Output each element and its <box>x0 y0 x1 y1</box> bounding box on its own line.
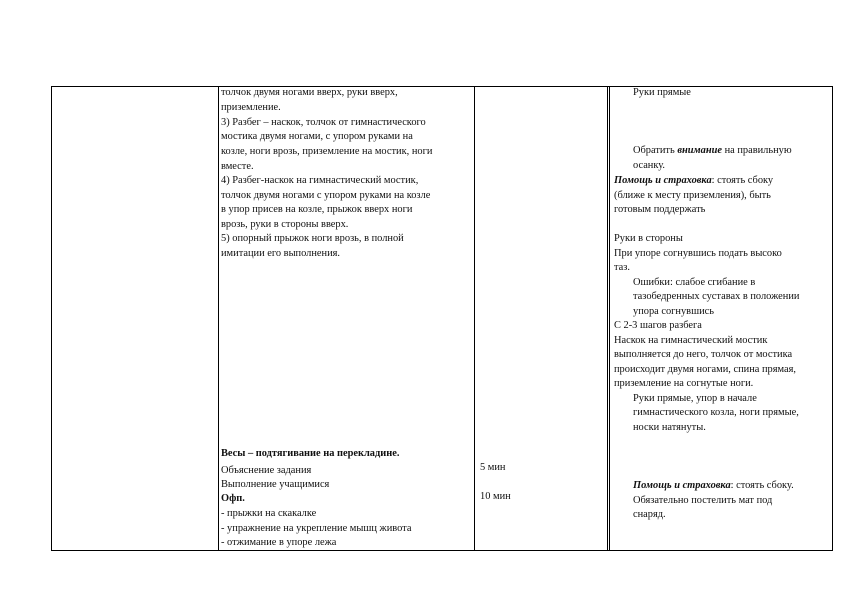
text-line: При упоре согнувшись подать высоко <box>614 248 782 259</box>
text-line <box>633 144 792 159</box>
text-line: упора согнувшись <box>633 306 714 317</box>
text-run: : стоять сбоку. <box>730 480 794 491</box>
text-line: Наскок на гимнастический мостик <box>614 335 768 346</box>
text-line: готовым поддержать <box>614 204 706 215</box>
ofp-heading: Офп. <box>221 493 245 504</box>
text-line: мостика двумя ногами, с упором руками на <box>221 131 413 142</box>
text-line: гимнастического козла, ноги прямые, <box>633 407 799 418</box>
text-line: Руки в стороны <box>614 233 683 244</box>
column-divider <box>607 86 610 551</box>
text-line: приземление. <box>221 102 281 113</box>
time-value: 10 мин <box>480 491 511 502</box>
text-run: на правильную <box>721 145 792 156</box>
text-line: осанку. <box>633 160 666 171</box>
text-line: врозь, руки в стороны вверх. <box>221 219 349 230</box>
emphasis-text: внимание <box>677 145 722 156</box>
list-item: - упражнение на укрепление мышц живота <box>221 523 412 534</box>
text-line: (ближе к месту приземления), быть <box>614 190 771 201</box>
text-line: имитации его выполнения. <box>221 248 341 259</box>
text-line: носки натянуты. <box>633 422 706 433</box>
text-line: приземление на согнутые ноги. <box>614 378 754 389</box>
column-divider <box>218 86 219 551</box>
time-value: 5 мин <box>480 462 506 473</box>
text-line: Выполнение учащимися <box>221 479 330 490</box>
column-divider <box>474 86 475 551</box>
list-item: - прыжки на скакалке <box>221 508 317 519</box>
text-line: в упор присев на козле, прыжок вверх ноги <box>221 204 413 215</box>
text-line: Руки прямые <box>633 87 691 98</box>
text-line: Ошибки: слабое сгибание в <box>633 277 756 288</box>
text-line <box>614 174 773 189</box>
text-line: вместе. <box>221 161 254 172</box>
emphasis-text: Помощь и страховка <box>614 175 712 186</box>
section-title: Весы – подтягивание на перекладине. <box>221 448 400 459</box>
text-line: тазобедренных суставах в положении <box>633 291 800 302</box>
text-line: толчок двумя ногами вверх, руки вверх, <box>221 87 398 98</box>
text-line <box>633 479 794 494</box>
text-line: 4) Разбег-наскок на гимнастический мостик, <box>221 175 419 186</box>
text-line: выполняется до него, толчок от мостика <box>614 349 793 360</box>
text-line: толчок двумя ногами с упором руками на козле <box>221 190 431 201</box>
text-line: происходит двумя ногами, спина прямая, <box>614 364 797 375</box>
list-item: - отжимание в упоре лежа <box>221 537 337 548</box>
text-line: Руки прямые, упор в начале <box>633 393 757 404</box>
text-line: козле, ноги врозь, приземление на мостик, ноги <box>221 146 433 157</box>
text-line: Объяснение задания <box>221 465 312 476</box>
text-line: таз. <box>614 262 630 273</box>
text-line: С 2-3 шагов разбега <box>614 320 702 331</box>
text-run: : стоять сбоку <box>711 175 774 186</box>
text-line: Обязательно постелить мат под <box>633 495 773 506</box>
emphasis-text: Помощь и страховка <box>633 480 731 491</box>
text-run: Обратить <box>633 145 678 156</box>
text-line: 3) Разбег – наскок, толчок от гимнастического <box>221 117 426 128</box>
text-line: 5) опорный прыжок ноги врозь, в полной <box>221 233 404 244</box>
text-line: снаряд. <box>633 509 666 520</box>
